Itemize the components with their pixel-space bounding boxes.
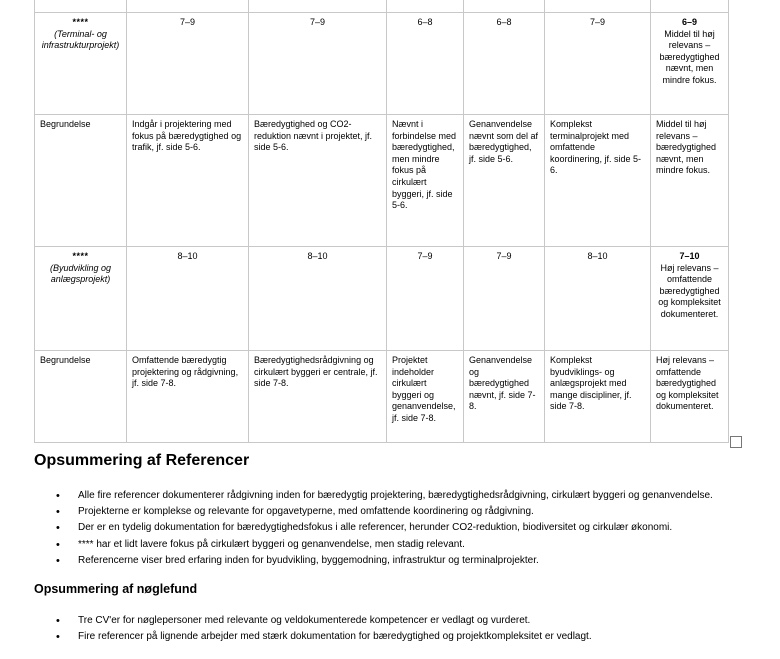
score-cell: 6–8: [464, 13, 545, 115]
reason-cell: Bæredygtighedsrådgivning og cirkulært byggeri er centrale, jf. side 7-8.: [249, 351, 387, 443]
total-score-text: Middel til høj relevans – bæredygtighed nævnt, men mindre fokus.: [659, 28, 720, 85]
list-item: • Projekterne er komplekse og relevante for opgavetyperne, med omfattende koordinering og rådgivning.: [34, 504, 713, 520]
table-row-reason-byudvikling: [35, 351, 729, 443]
total-score-cell: [651, 13, 729, 115]
list-item: • Referencerne viser bred erfaring inden for byudvikling, byggemodning, infrastruktur og terminalprojekter.: [34, 553, 713, 569]
total-score-cell: [651, 247, 729, 351]
list-item: • Der er en tydelig dokumentation for bæredygtighedsfokus i alle referencer, herunder CO2-reduktion, biodiversitet og cirkulær økonomi.: [34, 520, 713, 536]
summary-references-list: [34, 488, 713, 569]
reason-cell: Omfattende bæredygtig projektering og rådgivning, jf. side 7-8.: [127, 351, 249, 443]
reason-cell: Indgår i projektering med fokus på bæredygtighed og trafik, jf. side 5-6.: [127, 115, 249, 247]
total-score-text: Høj relevans – omfattende bæredygtighed og kompleksitet dokumenteret.: [658, 262, 721, 319]
table-row-top-edge: [35, 0, 729, 13]
list-item: • Fire referencer på lignende arbejder med stærk dokumentation for bæredygtighed og projektkompleksitet er vedlagt.: [34, 629, 592, 645]
reason-cell: Genanvendelse nævnt som del af bæredygtighed, jf. side 5-6.: [464, 115, 545, 247]
score-cell: 7–9: [249, 13, 387, 115]
score-cell: 7–9: [545, 13, 651, 115]
table-row-score-byudvikling: [35, 247, 729, 351]
reference-subtitle: (Terminal- og infrastrukturprojekt): [41, 28, 120, 51]
score-cell: 8–10: [127, 247, 249, 351]
score-cell: 8–10: [249, 247, 387, 351]
reason-cell: Genanvendelse og bæredygtighed nævnt, jf. side 7-8.: [464, 351, 545, 443]
reason-cell: Bæredygtighed og CO2-reduktion nævnt i projektet, jf. side 5-6.: [249, 115, 387, 247]
score-cell: 6–8: [387, 13, 464, 115]
summary-references-heading: Opsummering af Referencer: [34, 452, 250, 469]
score-cell: 8–10: [545, 247, 651, 351]
reference-subtitle: (Byudvikling og anlægsprojekt): [49, 262, 112, 285]
evaluation-table: [34, 0, 729, 443]
total-score: 7–10: [679, 251, 700, 261]
reference-label-cell: [35, 247, 127, 351]
table-row-reason-terminal: [35, 115, 729, 247]
reason-cell: Komplekst terminalprojekt med omfattende koordinering, jf. side 5-6.: [545, 115, 651, 247]
reason-total-cell: Høj relevans – omfattende bæredygtighed og kompleksitet dokumenteret.: [651, 351, 729, 443]
reason-label: Begrundelse: [35, 115, 127, 247]
summary-key-findings-list: [34, 613, 592, 645]
list-item: • **** har et lidt lavere fokus på cirkulært byggeri og genanvendelse, men stadig relevant.: [34, 537, 713, 553]
list-item: • Alle fire referencer dokumenterer rådgivning inden for bæredygtig projektering, bæredygtighedsrådgivning, cirkulært byggeri og genanvendelse.: [34, 488, 713, 504]
score-cell: 7–9: [464, 247, 545, 351]
score-cell: 7–9: [127, 13, 249, 115]
reason-cell: Projektet indeholder cirkulært byggeri og genanvendelse, jf. side 7-8.: [387, 351, 464, 443]
reason-label: Begrundelse: [35, 351, 127, 443]
checkbox[interactable]: [730, 436, 742, 448]
reason-cell: Komplekst byudviklings- og anlægsprojekt med mange discipliner, jf. side 7-8.: [545, 351, 651, 443]
total-score: 6–9: [681, 17, 698, 27]
reason-total-cell: Middel til høj relevans – bæredygtighed nævnt, men mindre fokus.: [651, 115, 729, 247]
reference-stars: ****: [72, 17, 89, 27]
list-item: • Tre CV'er for nøglepersoner med relevante og veldokumenterede kompetencer er vedlagt og vurderet.: [34, 613, 592, 629]
table-row-score-terminal: [35, 13, 729, 115]
reference-label-cell: [35, 13, 127, 115]
reason-cell: Nævnt i forbindelse med bæredygtighed, men mindre fokus på cirkulært byggeri, jf. side 5-6.: [387, 115, 464, 247]
score-cell: 7–9: [387, 247, 464, 351]
reference-stars: ****: [72, 251, 89, 261]
summary-key-findings-heading: Opsummering af nøglefund: [34, 582, 198, 596]
